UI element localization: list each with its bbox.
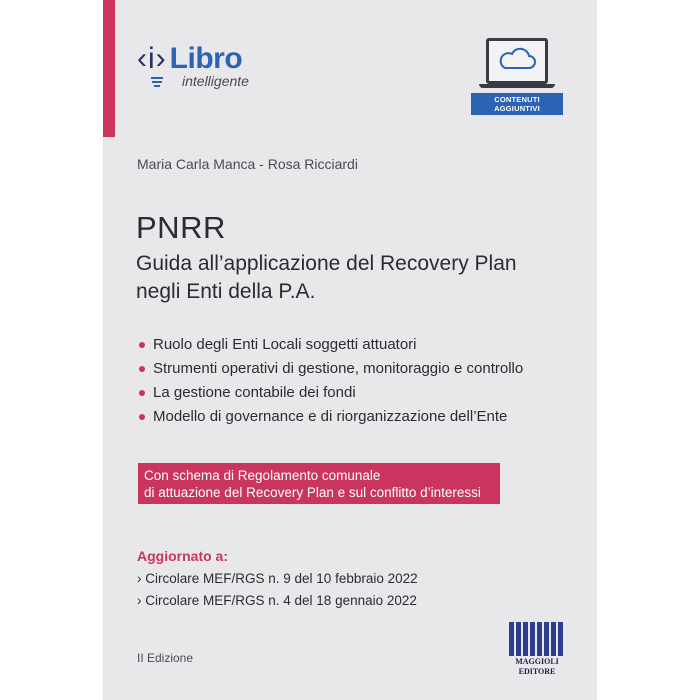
logo-subtitle: intelligente <box>182 73 249 89</box>
subtitle-line: negli Enti della P.A. <box>136 280 316 303</box>
topic-item <box>139 333 523 357</box>
topic-item <box>139 357 523 381</box>
laptop-base <box>479 84 555 88</box>
ilibro-logo <box>137 42 249 89</box>
topic-text: La gestione contabile dei fondi <box>153 384 356 401</box>
bullet-dot-icon <box>139 390 145 396</box>
topic-item <box>139 405 523 429</box>
update-item: › Circolare MEF/RGS n. 4 del 18 gennaio 2022 <box>137 593 417 608</box>
bullet-dot-icon <box>139 414 145 420</box>
topic-text: Strumenti operativi di gestione, monitoraggio e controllo <box>153 360 524 377</box>
update-heading: Aggiornato a: <box>137 548 228 564</box>
update-item: › Circolare MEF/RGS n. 9 del 10 febbraio 2022 <box>137 571 418 586</box>
subtitle-line: Guida all’applicazione del Recovery Plan <box>136 252 517 275</box>
publisher-suffix: EDITORE <box>518 667 556 676</box>
highlight-band <box>138 463 500 504</box>
book-subtitle <box>136 250 517 306</box>
maggioli-mark-icon <box>509 622 563 656</box>
band-line: Con schema di Regolamento comunale <box>144 468 381 483</box>
edition-label: II Edizione <box>137 651 194 665</box>
publisher-name: MAGGIOLI <box>515 657 559 666</box>
badge-label: CONTENUTI AGGIUNTIVI <box>471 93 563 115</box>
accent-edge-bar <box>103 0 115 137</box>
topic-item <box>139 381 523 405</box>
logo-word: Libro <box>169 42 243 75</box>
logo-bracket: ‹i› <box>137 42 167 75</box>
publisher-logo <box>509 622 565 676</box>
topic-list <box>139 333 523 429</box>
bullet-dot-icon <box>139 342 145 348</box>
band-line: di attuazione del Recovery Plan e sul conflitto d’interessi <box>144 485 481 500</box>
authors: Maria Carla Manca - Rosa Ricciardi <box>137 156 358 172</box>
laptop-cloud-icon <box>486 38 548 84</box>
additional-content-badge <box>471 38 563 115</box>
bullet-dot-icon <box>139 366 145 372</box>
book-cover <box>103 0 597 700</box>
topic-text: Modello di governance e di riorganizzazione dell’Ente <box>153 408 508 425</box>
book-title: PNRR <box>136 210 226 245</box>
update-list <box>137 568 418 612</box>
lightbulb-icon <box>151 77 163 89</box>
topic-text: Ruolo degli Enti Locali soggetti attuatori <box>153 336 417 353</box>
